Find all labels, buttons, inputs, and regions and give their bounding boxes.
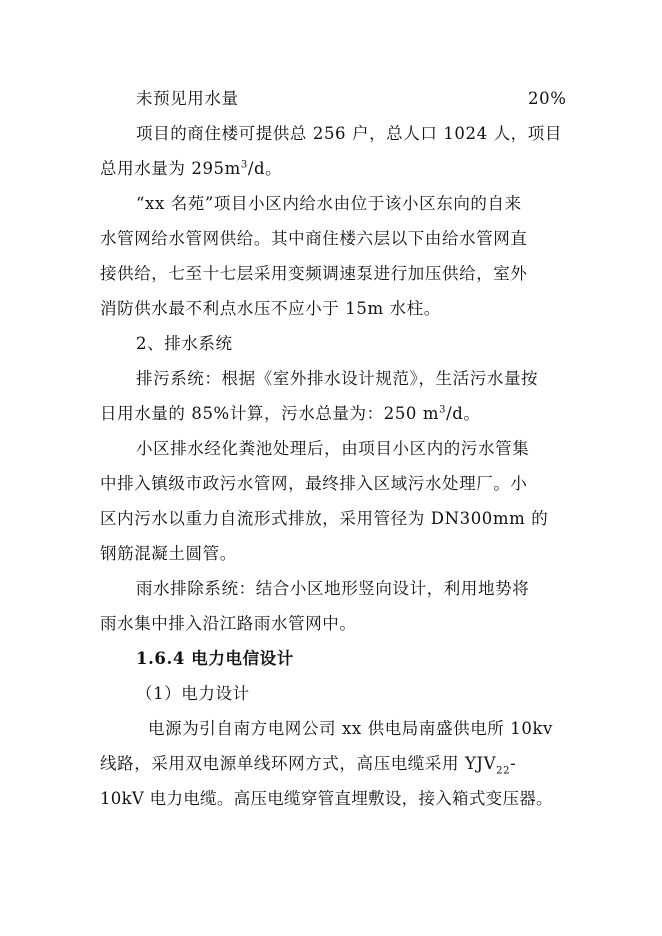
paragraph-line [100, 159, 282, 179]
text-run: /d。 [446, 404, 481, 423]
superscript: 3 [439, 404, 447, 416]
text-run: 线路，采用双电源单线环网方式，高压电缆采用 YJV [100, 754, 497, 773]
paragraph-line: 排污系统：根据《室外排水设计规范》，生活污水量按 [136, 369, 539, 388]
text-run: 总用水量为 295m [100, 159, 241, 178]
paragraph-line: 电源为引自南方电网公司 xx 供电局南盛供电所 10kv [148, 719, 553, 738]
paragraph-line: “xx 名苑”项目小区内给水由位于该小区东向的自来 [136, 194, 522, 213]
water-item-row [136, 89, 567, 109]
text-run: /d。 [247, 159, 283, 178]
paragraph-line: 小区排水经化粪池处理后，由项目小区内的污水管集 [136, 439, 530, 458]
text-run: - [510, 754, 517, 773]
section-heading: 2、排水系统 [136, 334, 233, 353]
paragraph-line: 项目的商住楼可提供总 256 户，总人口 1024 人，项目 [136, 124, 562, 143]
superscript: 3 [240, 159, 248, 171]
subscript: 22 [496, 765, 511, 777]
paragraph-line: 10kV 电力电缆。高压电缆穿管直埋敷设，接入箱式变压器。 [100, 789, 553, 808]
water-item-label: 未预见用水量 [136, 89, 239, 108]
subsection-heading: （1）电力设计 [136, 684, 250, 703]
text-run: 日用水量的 85%计算，污水总量为：250 m [100, 404, 440, 423]
paragraph-line [100, 404, 481, 424]
paragraph-line: 接供给，七至十七层采用变频调速泵进行加压供给，室外 [100, 264, 528, 283]
paragraph-line: 中排入镇级市政污水管网，最终排入区域污水处理厂。小 [100, 474, 528, 493]
paragraph-line: 水管网给水管网供给。其中商住楼六层以下由给水管网直 [100, 229, 528, 248]
paragraph-line: 雨水排除系统：结合小区地形竖向设计，利用地势将 [136, 579, 530, 598]
paragraph-line: 区内污水以重力自流形式排放，采用管径为 DN300mm 的 [100, 509, 549, 528]
water-item-value: 20% [528, 89, 567, 108]
paragraph-line: 雨水集中排入沿江路雨水管网中。 [100, 614, 357, 633]
paragraph-line: 消防供水最不利点水压不应小于 15m 水柱。 [100, 299, 441, 318]
section-heading-bold: 1.6.4 电力电信设计 [136, 649, 294, 668]
paragraph-line: 钢筋混凝土圆管。 [100, 544, 237, 563]
paragraph-line [100, 754, 517, 777]
